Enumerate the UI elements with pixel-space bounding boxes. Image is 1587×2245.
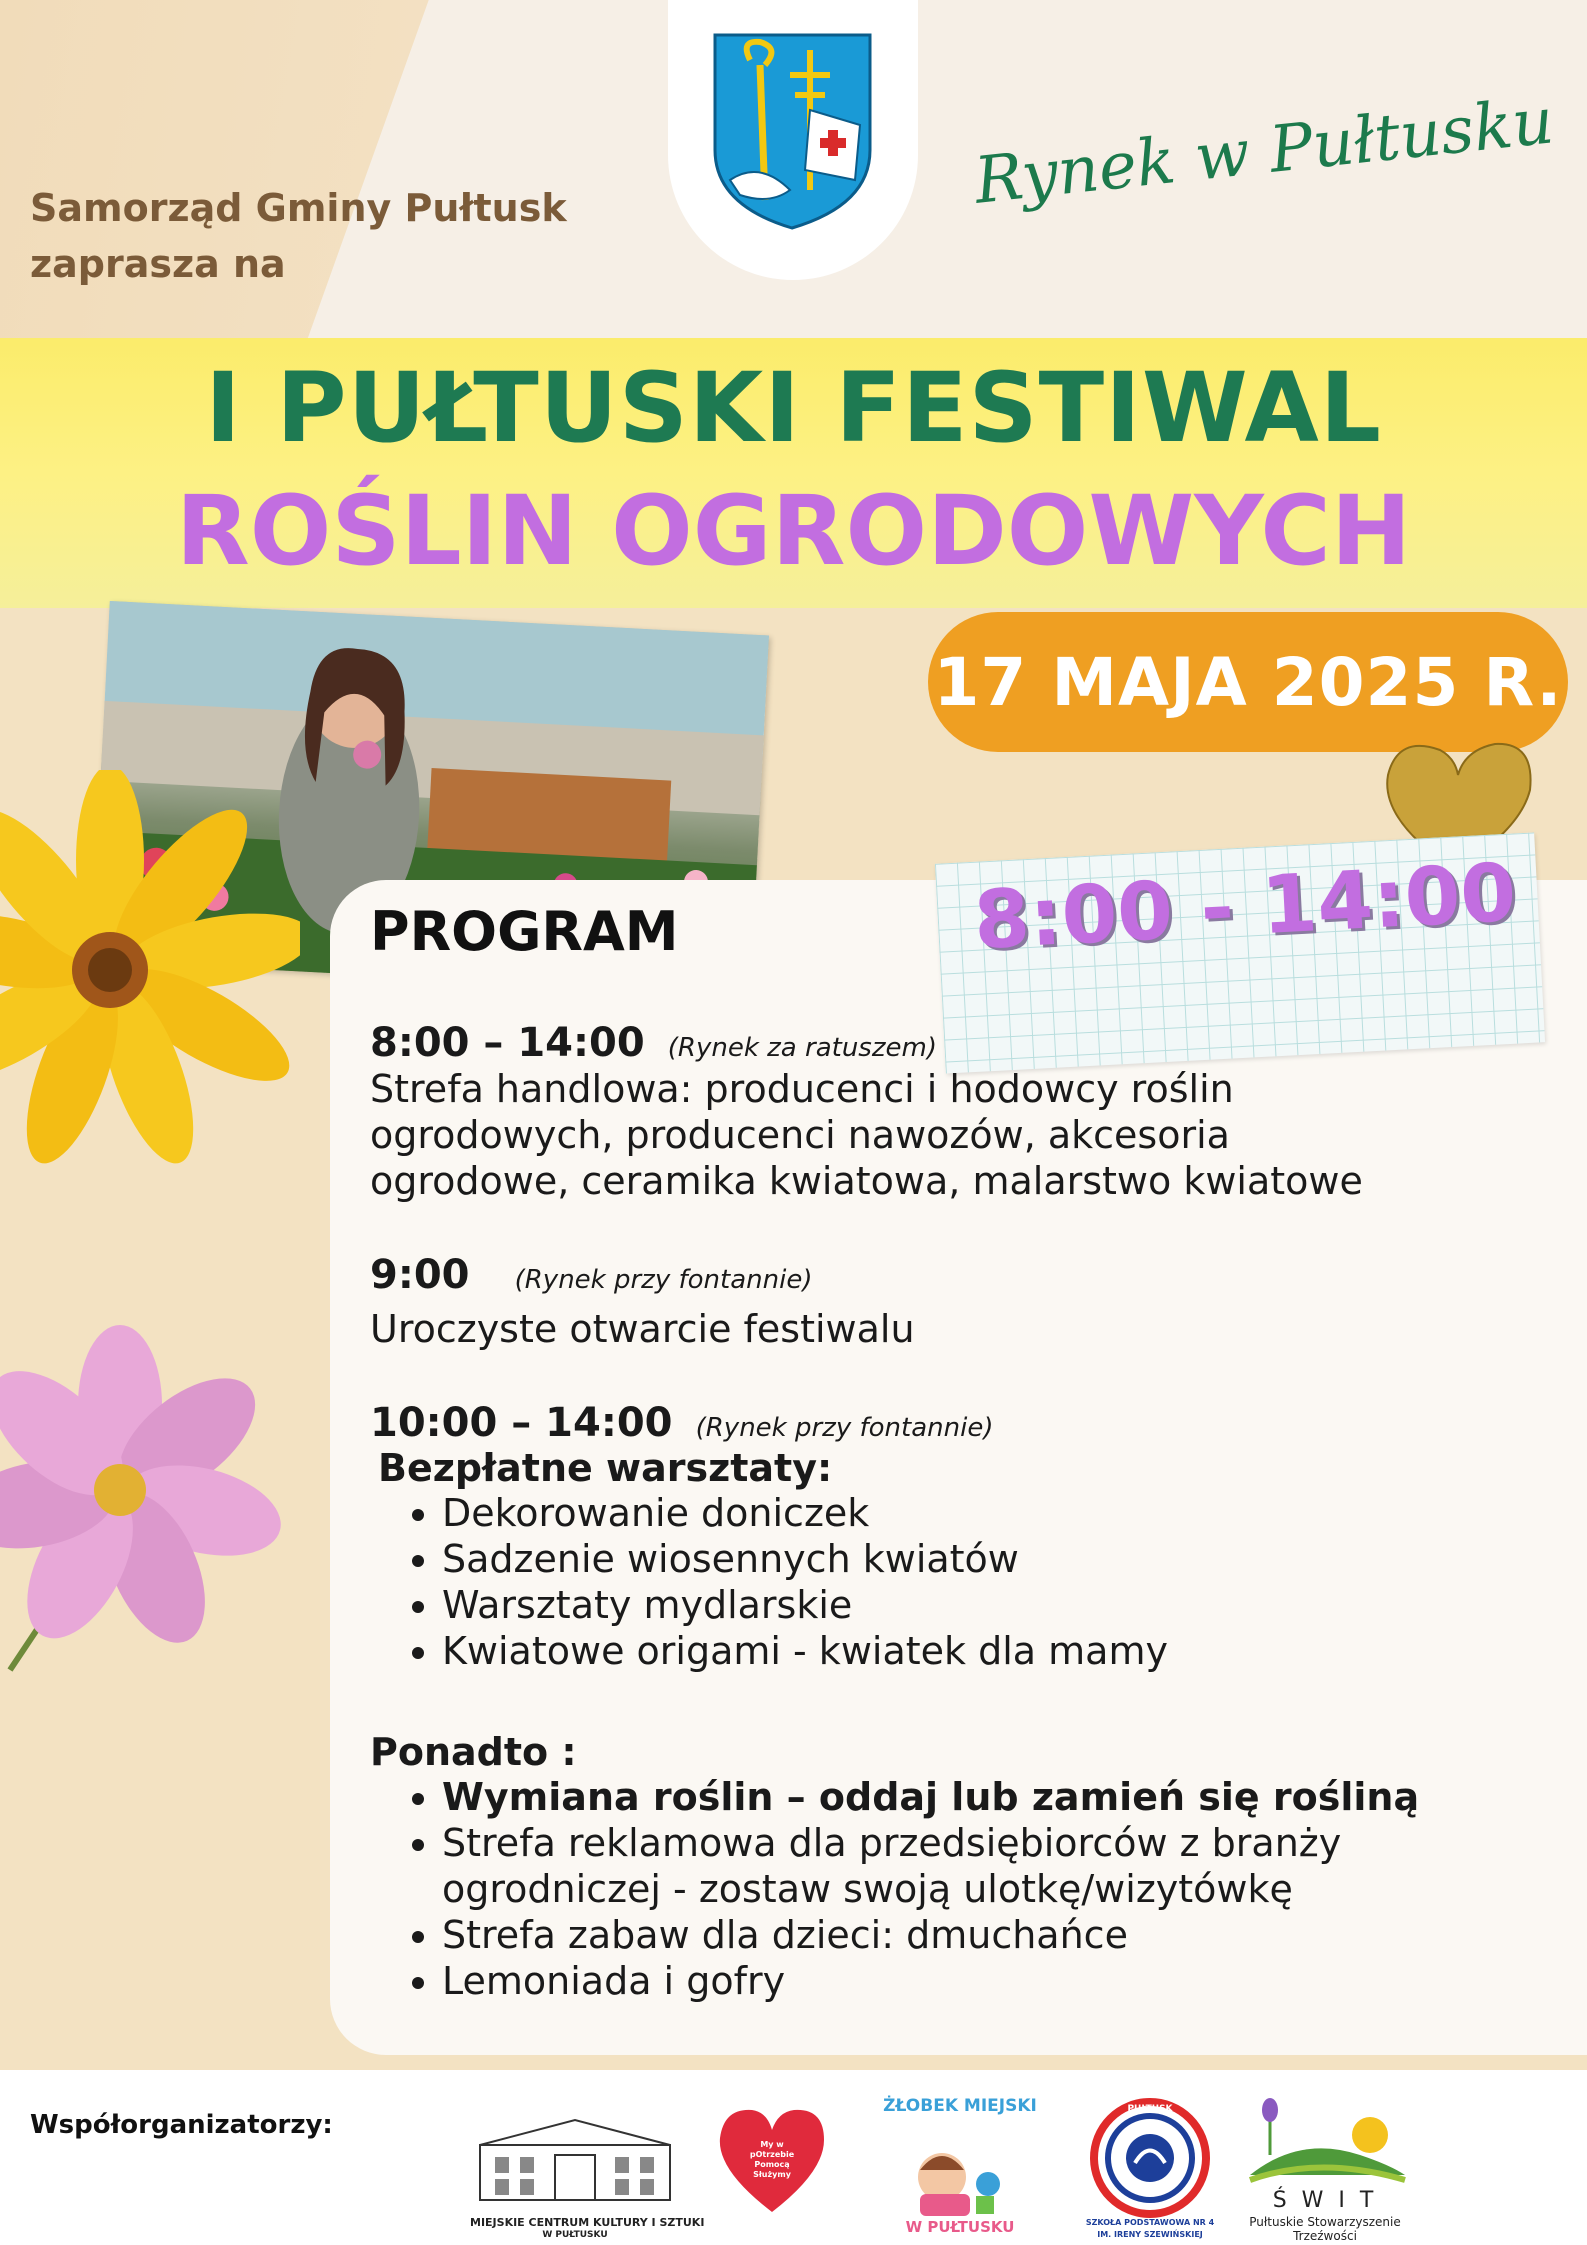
item-1-desc-line-1: Strefa handlowa: producenci i hodowcy roślin xyxy=(370,1067,1234,1111)
intro-line-1: Samorząd Gminy Pułtusk xyxy=(30,186,567,230)
program-heading: PROGRAM xyxy=(370,900,679,963)
venue-script: Rynek w Pułtusku xyxy=(971,84,1558,219)
event-hours: 8:00 - 14:00 xyxy=(971,845,1519,968)
school-logo-icon xyxy=(1090,2098,1210,2218)
item-3-location: (Rynek przy fontannie) xyxy=(695,1413,994,1443)
swit-logo-title: Ś W I T xyxy=(1272,2188,1378,2213)
school-logo-sub: IM. IRENY SZEWIŃSKIEJ xyxy=(1097,2230,1203,2239)
culture-centre-name: MIEJSKIE CENTRUM KULTURY I SZTUKI xyxy=(470,2216,705,2229)
item-2-desc-line-1: Uroczyste otwarcie festiwalu xyxy=(370,1307,915,1351)
nursery-logo-title: ŻŁOBEK MIEJSKI xyxy=(883,2096,1037,2116)
coat-of-arms-icon xyxy=(710,30,875,230)
program-item-1 xyxy=(370,1020,1550,1204)
swit-logo-icon xyxy=(1240,2095,1410,2190)
workshop-item: • Warsztaty mydlarskie xyxy=(442,1582,1550,1628)
extras-section xyxy=(370,1730,1550,2004)
school-logo-name: SZKOŁA PODSTAWOWA NR 4 xyxy=(1085,2218,1215,2227)
workshop-item: • Kwiatowe origami - kwiatek dla mamy xyxy=(442,1628,1550,1674)
school-logo-top: PUŁTUSK xyxy=(1127,2104,1173,2114)
item-3-time: 10:00 – 14:00 xyxy=(370,1400,673,1446)
yellow-flower-icon xyxy=(0,770,300,1170)
program-item-2 xyxy=(370,1252,1550,1352)
extras-heading: Ponadto : xyxy=(370,1730,577,1774)
item-1-time: 8:00 – 14:00 xyxy=(370,1020,645,1066)
extras-item: • Strefa reklamowa dla przedsiębiorców z branży xyxy=(442,1820,1550,1866)
workshop-item: • Dekorowanie doniczek xyxy=(442,1490,1550,1536)
help-heart-logo-text: My w pOtrzebie Pomocą Służymy xyxy=(749,2140,795,2179)
item-2-location: (Rynek przy fontannie) xyxy=(514,1265,813,1295)
item-1-desc-line-2: ogrodowych, producenci nawozów, akcesoria xyxy=(370,1113,1230,1157)
nursery-logo-sub: W PUŁTUSKU xyxy=(905,2218,1015,2236)
event-date-pill: 17 MAJA 2025 R. xyxy=(928,612,1568,752)
intro-line-2: zaprasza na xyxy=(30,242,286,286)
coorganizers-label: Współorganizatorzy: xyxy=(30,2110,333,2140)
event-title-line-1: I PUŁTUSKI FESTIWAL xyxy=(205,352,1382,464)
extras-item-continuation: ogrodniczej - zostaw swoją ulotkę/wizytówkę xyxy=(442,1867,1293,1911)
culture-centre-logo-icon xyxy=(470,2115,680,2215)
extras-item: • Strefa zabaw dla dzieci: dmuchańce xyxy=(442,1912,1550,1958)
swit-logo-sub: Pułtuskie Stowarzyszenie Trzeźwości xyxy=(1249,2215,1401,2243)
pink-flower-icon xyxy=(0,1320,310,1680)
item-1-desc-line-3: ogrodowe, ceramika kwiatowa, malarstwo kwiatowe xyxy=(370,1159,1363,1203)
extras-list xyxy=(370,1774,1550,2004)
workshop-item: • Sadzenie wiosennych kwiatów xyxy=(442,1536,1550,1582)
workshop-list xyxy=(370,1490,1550,1674)
item-3-subheading: Bezpłatne warsztaty: xyxy=(378,1446,833,1490)
item-1-location: (Rynek za ratuszem) xyxy=(667,1033,937,1063)
program-item-3 xyxy=(370,1400,1550,1674)
event-title-line-2: ROŚLIN OGRODOWYCH xyxy=(175,475,1412,587)
extras-item: • Lemoniada i gofry xyxy=(442,1958,1550,2004)
extras-item: • Wymiana roślin – oddaj lub zamień się rośliną xyxy=(442,1774,1550,1820)
organizer-intro xyxy=(30,180,650,292)
culture-centre-sub: W PUŁTUSKU xyxy=(542,2230,608,2240)
item-2-time: 9:00 xyxy=(370,1252,470,1298)
